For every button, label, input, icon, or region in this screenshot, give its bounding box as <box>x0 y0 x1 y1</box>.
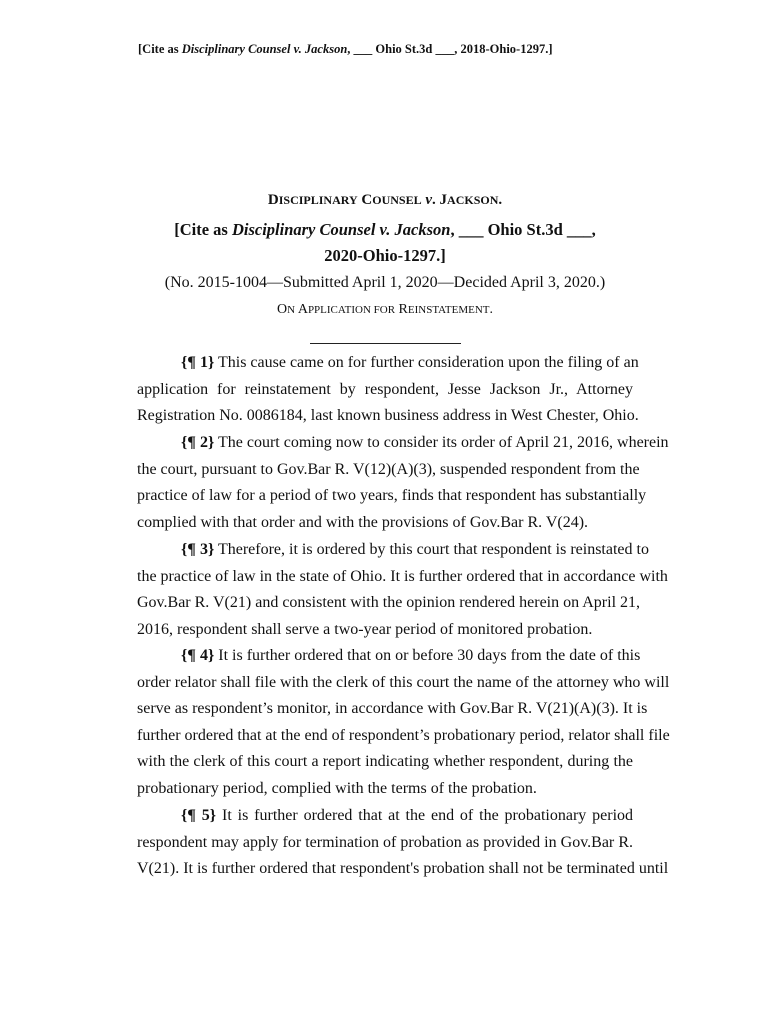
running-head-case-name: Disciplinary Counsel v. Jackson <box>181 42 348 56</box>
paragraph-line: serve as respondent’s monitor, in accordance with Gov.Bar R. V(21)(A)(3). It is <box>137 700 648 718</box>
paragraph-text: The court coming now to consider its order of April 21, 2016, wherein <box>217 434 669 451</box>
paragraph-line: V(21). It is further ordered that respondent's probation shall not be terminated until <box>137 860 669 878</box>
paragraph-line: further ordered that at the end of respondent’s probationary period, relator shall file <box>137 726 670 744</box>
paragraph-line: order relator shall file with the clerk of this court the name of the attorney who will <box>137 673 670 691</box>
paragraph-line: respondent may apply for termination of probation as provided in Gov.Bar R. <box>137 833 633 851</box>
paragraph-text: It is further ordered that on or before 30 days from the date of this <box>218 647 641 664</box>
running-head-suffix: , ___ Ohio St.3d ___, 2018-Ohio-1297.] <box>347 42 553 56</box>
paragraph-number: {¶ 5} <box>181 807 217 824</box>
paragraph-line: Registration No. 0086184, last known business address in West Chester, Ohio. <box>137 407 639 425</box>
paragraph-line <box>137 350 639 377</box>
paragraph-number: {¶ 4} <box>181 647 215 664</box>
paragraph-text: It is further ordered that at the end of the probationary period <box>222 807 634 824</box>
paragraph-line <box>137 537 649 564</box>
case-title-d: D <box>267 192 279 208</box>
paragraph-2 <box>137 430 669 536</box>
on-a: A <box>297 302 308 317</box>
paragraph-number: {¶ 1} <box>181 354 215 371</box>
paragraph-line <box>137 430 669 457</box>
citation-line-1 <box>0 220 770 240</box>
paragraph-line: probationary period, complied with the terms of the probation. <box>137 779 537 797</box>
paragraph-line: 2016, respondent shall serve a two-year period of monitored probation. <box>137 620 593 638</box>
citation-suffix: , ___ Ohio St.3d ___, <box>450 220 596 239</box>
on-einstatement: EINSTATEMENT <box>407 304 490 316</box>
paragraph-3 <box>137 537 668 643</box>
citation-prefix: [Cite as <box>174 220 232 239</box>
case-title-ackson: ACKSON <box>447 193 499 207</box>
paragraph-5 <box>137 803 669 883</box>
citation-line-2: 2020-Ohio-1297.] <box>324 246 446 265</box>
paragraph-line: Gov.Bar R. V(21) and consistent with the opinion rendered herein on April 21, <box>137 594 641 612</box>
paragraph-text: Therefore, it is ordered by this court that respondent is reinstated to <box>217 541 649 558</box>
case-title: DISCIPLINARY COUNSEL v. JACKSON. <box>267 192 503 208</box>
on-o: O <box>277 302 288 317</box>
paragraph-4 <box>137 643 670 803</box>
paragraph-line: the practice of law in the state of Ohio. It is further ordered that in accordance with <box>137 567 668 585</box>
on-pplication: PPLICATION FOR <box>307 304 396 316</box>
docket-line: (No. 2015-1004—Submitted April 1, 2020—Decided April 3, 2020.) <box>164 274 606 291</box>
paragraph-line: complied with that order and with the provisions of Gov.Bar R. V(24). <box>137 513 589 531</box>
separator-rule <box>310 343 461 344</box>
case-title-c: C <box>361 192 373 208</box>
case-title-isciplinary: ISCIPLINARY <box>278 193 358 207</box>
paragraph-1 <box>137 350 639 430</box>
case-title-ounsel: OUNSEL <box>372 193 422 207</box>
running-head-prefix: [Cite as <box>138 42 182 56</box>
running-head <box>138 42 553 57</box>
paragraph-number: {¶ 2} <box>181 434 215 451</box>
citation-case-name: Disciplinary Counsel v. Jackson <box>231 220 451 239</box>
case-title-j: J <box>439 192 448 208</box>
paragraph-text: This cause came on for further consideration upon the filing of an <box>217 354 639 371</box>
paragraph-line <box>137 643 641 670</box>
case-title-v: v <box>425 192 433 208</box>
on-n: N <box>287 304 296 316</box>
paragraph-line: practice of law for a period of two years, finds that respondent has substantially <box>137 487 647 505</box>
paragraph-line <box>137 803 633 830</box>
paragraph-line: the court, pursuant to Gov.Bar R. V(12)(A)(3), suspended respondent from the <box>137 460 640 478</box>
paragraph-line: application for reinstatement by respondent, Jesse Jackson Jr., Attorney <box>137 380 633 398</box>
paragraph-line: with the clerk of this court a report indicating whether respondent, during the <box>137 753 633 771</box>
on-r: R <box>398 302 408 317</box>
paragraph-number: {¶ 3} <box>181 541 215 558</box>
on-application-heading: ON APPLICATION FOR REINSTATEMENT. <box>277 302 493 317</box>
